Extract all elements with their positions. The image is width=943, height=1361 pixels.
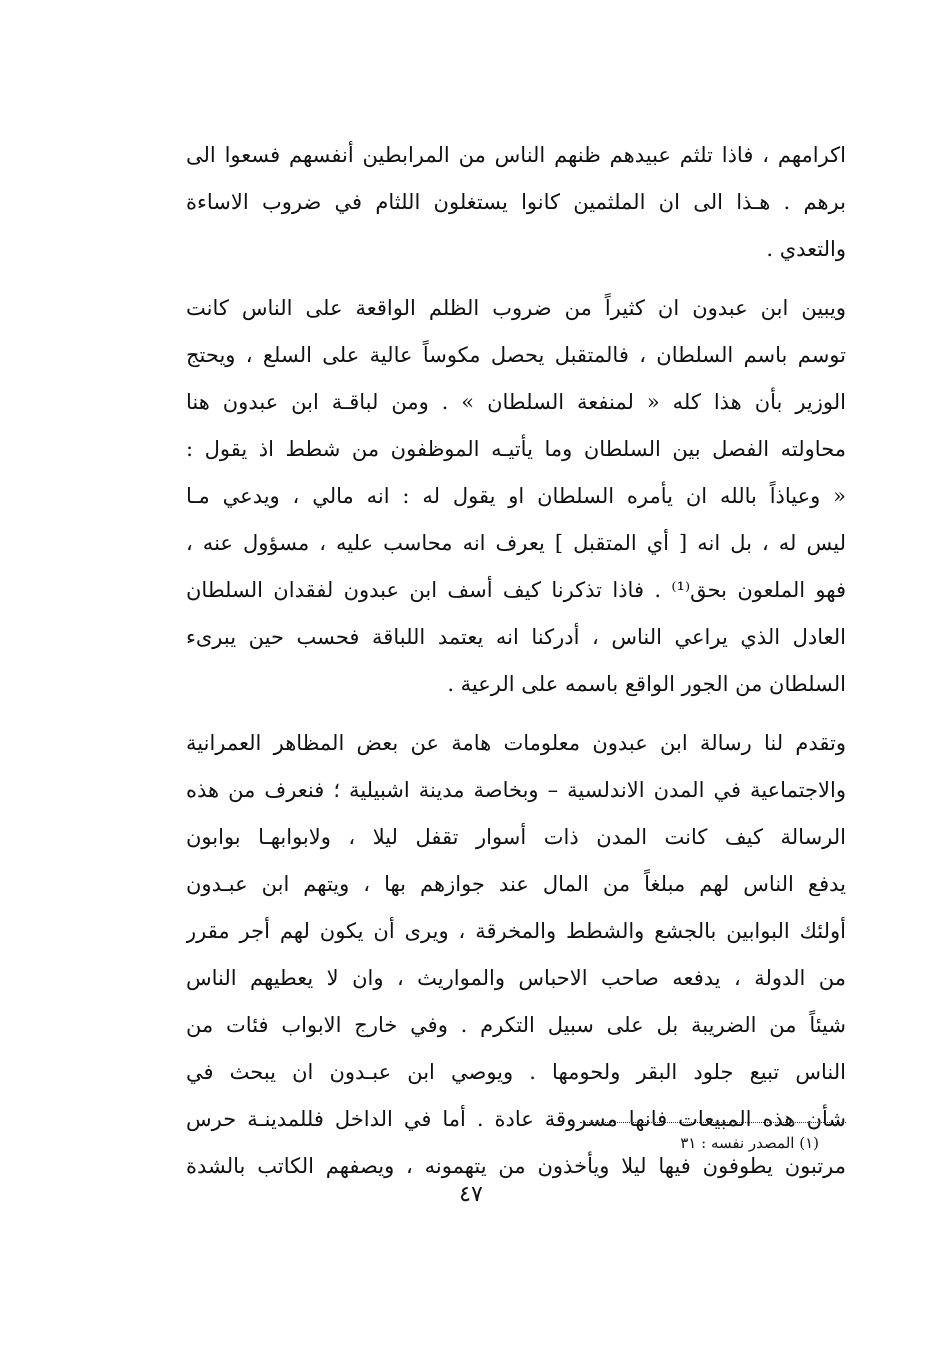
text-line: والتعدي . [766,237,846,261]
text-line: شأن هذه المبيعات فانها مسروقة عادة . أما في الداخل فللمدينـة حرس [186,1107,846,1131]
text-line: وتقدم لنا رسالة ابن عبدون معلومات هامة عن بعض المظاهر العمرانية [186,731,846,755]
text-line: ليس له ، بل انه [ أي المتقبل ] يعرف انه محاسب عليه ، مسؤول عنه ، [186,531,846,555]
text-line: ويبين ابن عبدون ان كثيراً من ضروب الظلم الواقعة على الناس كانت [186,296,846,320]
paragraph [186,720,846,1190]
text-line: محاولته الفصل بين السلطان وما يأتيـه الموظفون من شطط اذ يقول : [186,437,846,461]
text-line: برهم . هـذا الى ان الملثمين كانوا يستغلون اللثام في ضروب الاساءة [186,190,846,214]
text-line: فهو الملعون بحق⁽¹⁾ . فاذا تذكرنا كيف أسف ابن عبدون لفقدان السلطان [186,578,846,602]
body-text [186,132,846,1190]
paragraph [186,285,846,708]
text-line: من الدولة ، يدفعه صاحب الاحباس والمواريث ، وان لا يعطيهم الناس [186,966,846,990]
text-line: « وعياذاً بالله ان يأمره السلطان او يقول له : انه مالي ، ويدعي مـا [186,484,846,508]
footnote-divider [580,1122,846,1123]
text-line: أولئك البوابين بالجشع والشطط والمخرقة ، ويرى أن يكون لهم أجر مقرر [186,919,846,943]
text-line: مرتبون يطوفون فيها ليلا ويأخذون من يتهمونه ، ويصفهم الكاتب بالشدة [186,1154,846,1178]
text-line: الناس تبيع جلود البقر ولحومها . ويوصي ابن عبـدون ان يبحث في [186,1060,846,1084]
text-line: توسم باسم السلطان ، فالمتقبل يحصل مكوساً عالية على السلع ، ويحتج [186,343,846,367]
text-line: اكرامهم ، فاذا تلثم عبيدهم ظنهم الناس من المرابطين أنفسهم فسعوا الى [186,143,846,167]
text-line: شيئاً من الضريبة بل على سبيل التكرم . وفي خارج الابواب فئات من [186,1013,846,1037]
text-line: السلطان من الجور الواقع باسمه على الرعية . [447,672,846,696]
text-line: الوزير بأن هذا كله « لمنفعة السلطان » . ومن لباقـة ابن عبدون هنا [186,390,846,414]
page-number: ٤٧ [459,1182,483,1207]
text-line: الرسالة كيف كانت المدن ذات أسوار تقفل ليلا ، ولابوابهـا بوابون [186,825,846,849]
text-line: والاجتماعية في المدن الاندلسية – وبخاصة مدينة اشبيلية ؛ فنعرف من هذه [186,778,846,802]
text-line: العادل الذي يراعي الناس ، أدركنا انه يعتمد اللباقة فحسب حين يبرىء [186,625,846,649]
footnote: (١) المصدر نفسه : ٣١ [680,1134,819,1152]
paragraph [186,132,846,273]
text-line: يدفع الناس لهم مبلغاً من المال عند جوازهم بها ، ويتهم ابن عبـدون [186,872,846,896]
